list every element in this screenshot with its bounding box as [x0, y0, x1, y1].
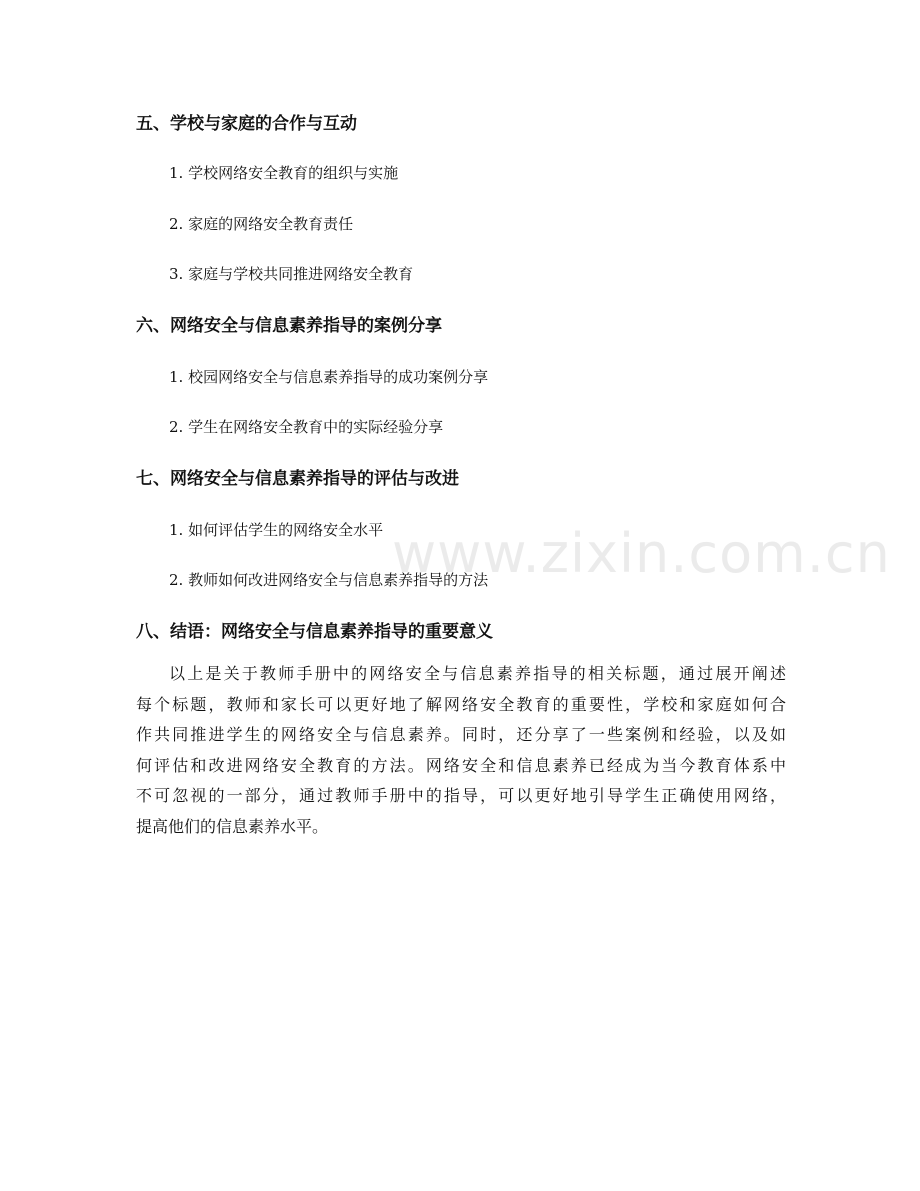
paragraph-line: 提高他们的信息素养水平。: [136, 816, 329, 836]
section-heading-8: 八、结语：网络安全与信息素养指导的重要意义: [136, 622, 493, 642]
watermark: www.zixin.com.cn: [392, 522, 891, 585]
section-heading-6: 六、网络安全与信息素养指导的案例分享: [136, 316, 442, 336]
conclusion-paragraph: [136, 659, 786, 842]
list-item: 2. 家庭的网络安全教育责任: [169, 215, 354, 233]
section-heading-5: 五、学校与家庭的合作与互动: [136, 114, 357, 134]
list-item: 1. 如何评估学生的网络安全水平: [169, 521, 384, 539]
list-item: 2. 学生在网络安全教育中的实际经验分享: [169, 418, 444, 436]
paragraph-line: 每个标题，教师和家长可以更好地了解网络安全教育的重要性，学校和家庭如何合: [136, 694, 786, 714]
paragraph-line: 不可忽视的一部分，通过教师手册中的指导，可以更好地引导学生正确使用网络，: [136, 786, 786, 805]
list-item: 3. 家庭与学校共同推进网络安全教育: [169, 265, 414, 283]
section-heading-7: 七、网络安全与信息素养指导的评估与改进: [136, 469, 459, 489]
paragraph-line: 作共同推进学生的网络安全与信息素养。同时，还分享了一些案例和经验，以及如: [136, 725, 786, 744]
paragraph-line: 以上是关于教师手册中的网络安全与信息素养指导的相关标题，通过展开阐述: [169, 664, 786, 683]
list-item: 2. 教师如何改进网络安全与信息素养指导的方法: [169, 571, 489, 589]
list-item: 1. 校园网络安全与信息素养指导的成功案例分享: [169, 368, 489, 386]
list-item: 1. 学校网络安全教育的组织与实施: [169, 164, 399, 182]
paragraph-line: 何评估和改进网络安全教育的方法。网络安全和信息素养已经成为当今教育体系中: [136, 755, 786, 775]
